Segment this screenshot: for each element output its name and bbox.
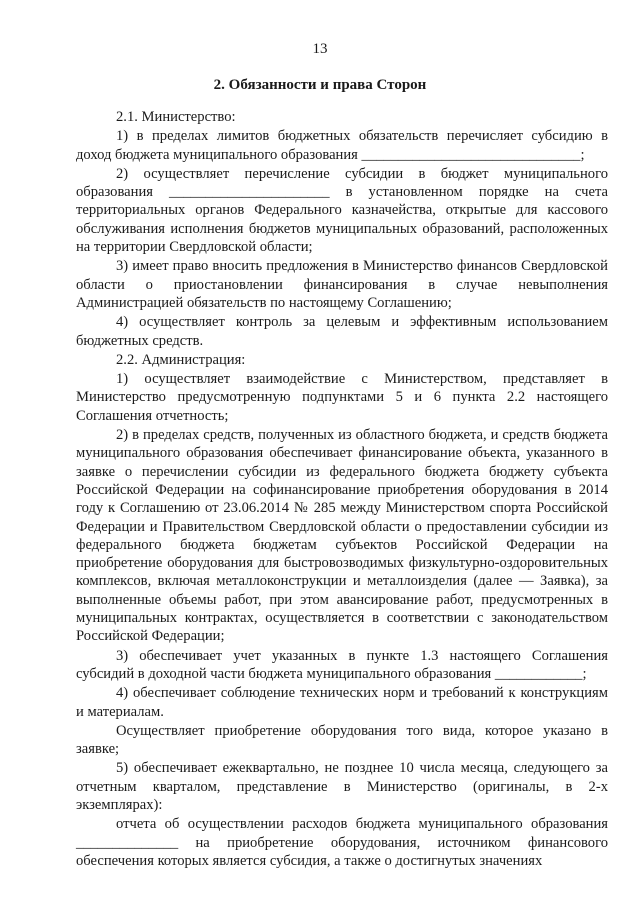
section-heading: 2. Обязанности и права Сторон (213, 77, 427, 93)
paragraph-2-1-item-1: 1) в пределах лимитов бюджетных обязательств перечисляет субсидию в доход бюджета муниципального образования ______________________________; (76, 128, 608, 163)
paragraph-2-1-item-3: 3) имеет право вносить предложения в Министерство финансов Свердловской области о приостановлении финансирования в случае невыполнения Администрацией обязательств по настоящему Соглашению; (76, 258, 608, 311)
paragraph-equipment-note: Осуществляет приобретение оборудования того вида, которое указано в заявке; (76, 722, 608, 758)
paragraph-2-2-item-1: 1) осуществляет взаимодействие с Министерством, представляет в Министерство предусмотренную подпунктами 5 и 6 пункта 2.2 настоящего Соглашения отчетность; (76, 371, 608, 424)
paragraph-2-1-title: 2.1. Министерство: (116, 109, 236, 125)
paragraph-2-2-item-4: 4) обеспечивает соблюдение технических норм и требований к конструкциям и материалам. (76, 685, 608, 720)
page-number: 13 (312, 41, 328, 57)
paragraph-2-2-title: 2.2. Администрация: (116, 351, 246, 368)
paragraph-2-2-item-2: 2) в пределах средств, полученных из областного бюджета, и средств бюджета муниципального образования обеспечивает финансирование объекта, указанного в заявке о перечислении субсидии из федерального бюджета бюджету субъекта Российской Федерации на софинансирование приобретения оборудования в 2014 году к Соглашению от 23.06.2014 № 285 между Министерством спорта Российской Федерации и Правительством Свердловской области о предоставлении субсидии из федерального бюджета бюджетам субъектов Российской Федерации на приобретение оборудования для быстровозводимых физкультурно-оздоровительных комплексов, включая металлоконструкции и металлоизделия (далее — Заявка), за выполненные объемы работ, при этом авансирование работ, предусмотренных в муниципальных контрактах, осуществляется в соответствии с законодательством Российской Федерации; (76, 427, 608, 645)
paragraph-2-1-item-4: 4) осуществляет контроль за целевым и эффективным использованием бюджетных средств. (76, 314, 608, 349)
paragraph-2-2-item-3: 3) обеспечивает учет указанных в пункте 1.3 настоящего Соглашения субсидий в доходной части бюджета муниципального образования ____________; (76, 647, 608, 682)
document-body (76, 108, 608, 870)
paragraph-2-1-item-2: 2) осуществляет перечисление субсидии в бюджет муниципального образования ______________________ в установленном порядке на счета территориальных органов Федерального казначейства, открытые для кассового обслуживания исполнения бюджетов муниципальных образований, расположенных на территории Свердловской области; (76, 165, 608, 256)
paragraph-report: отчета об осуществлении расходов бюджета муниципального образования ______________ на приобретение оборудования, источником финансового обеспечения которых является субсидия, а также о достигнутых значениях (76, 816, 608, 869)
paragraph-2-2-item-5: 5) обеспечивает ежеквартально, не позднее 10 числа месяца, следующего за отчетным кварталом, представление в Министерство (оригиналы, в 2-х экземплярах): (76, 760, 608, 813)
